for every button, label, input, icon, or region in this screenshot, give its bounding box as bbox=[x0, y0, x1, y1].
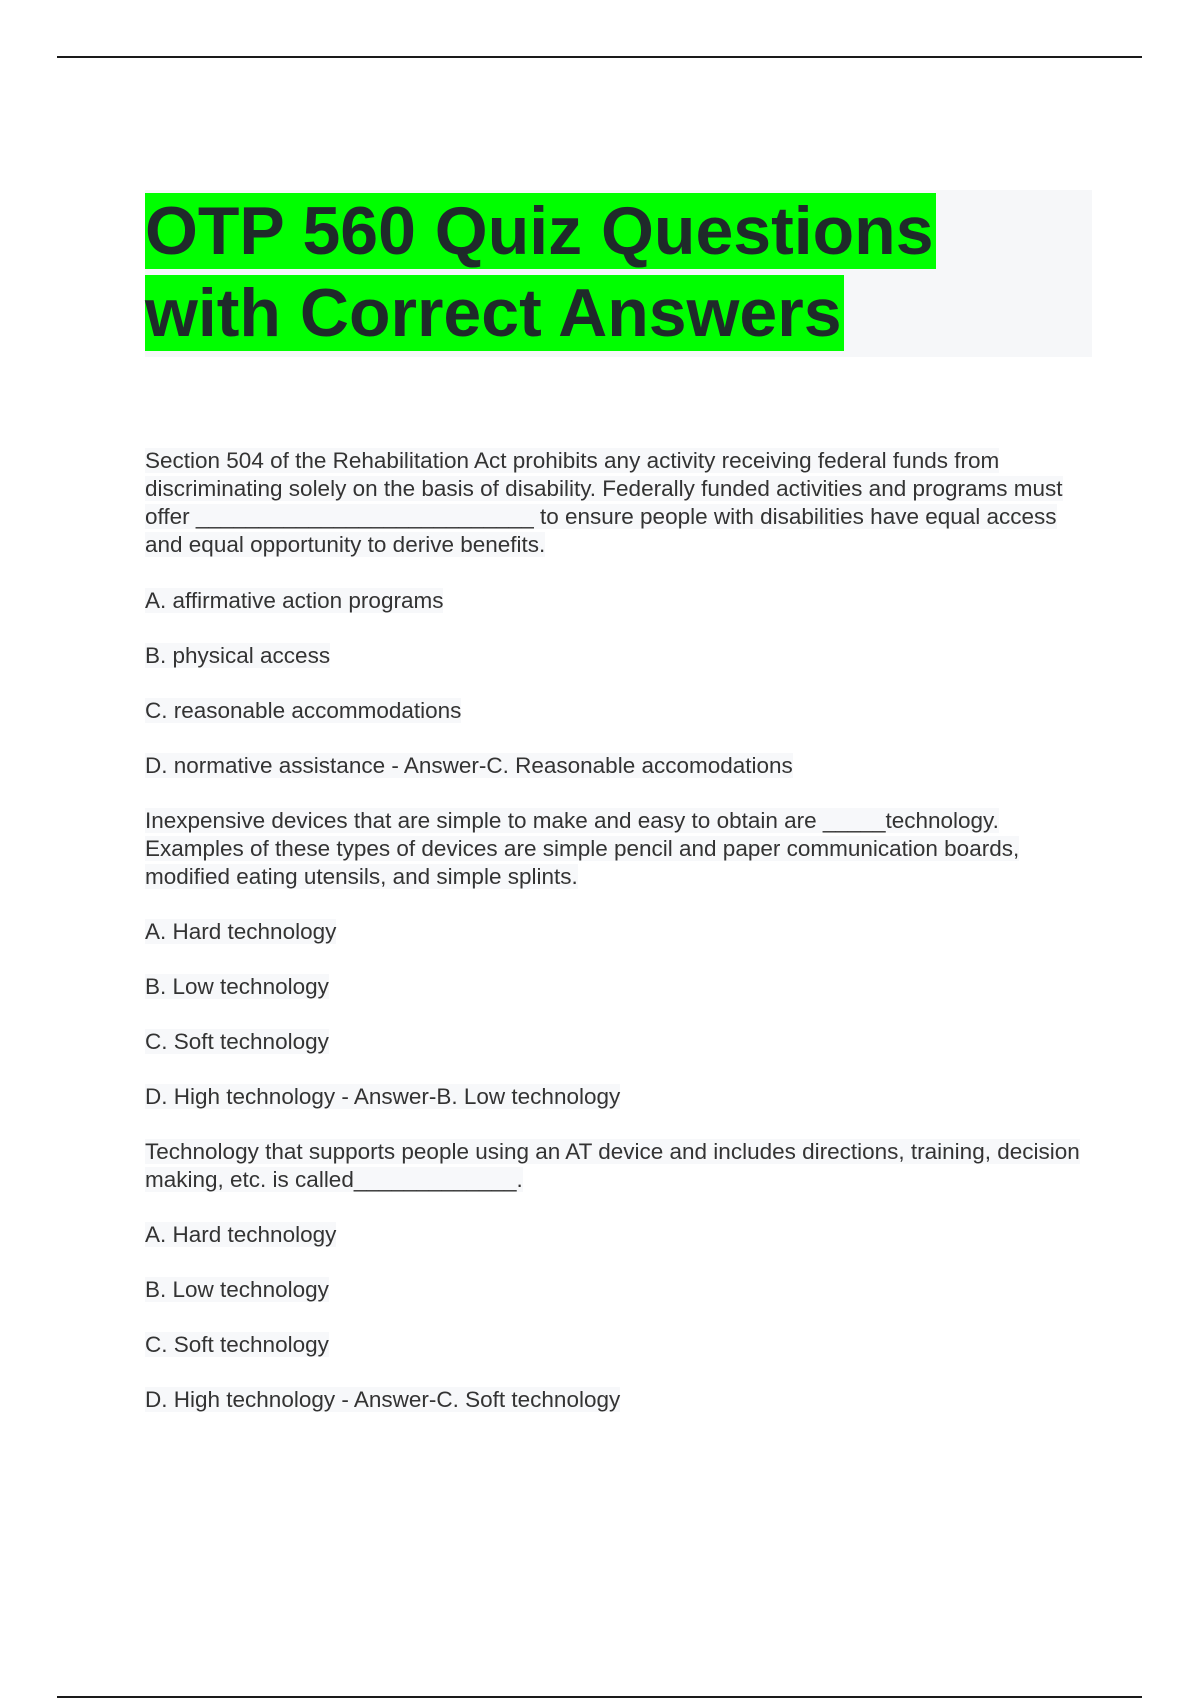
option-3b bbox=[145, 1276, 1090, 1304]
option-text: C. Soft technology bbox=[145, 1332, 329, 1357]
document-title bbox=[145, 190, 1092, 354]
option-text: D. normative assistance - Answer-C. Reasonable accomodations bbox=[145, 753, 793, 778]
option-text: D. High technology - Answer-B. Low technology bbox=[145, 1084, 621, 1109]
top-rule bbox=[57, 56, 1142, 58]
bottom-rule bbox=[57, 1696, 1142, 1698]
option-3d bbox=[145, 1386, 1090, 1414]
quiz-content bbox=[145, 447, 1090, 1441]
option-2b bbox=[145, 973, 1090, 1001]
question-stem: Section 504 of the Rehabilitation Act prohibits any activity receiving federal funds from discriminating solely on the basis of disability. Federally funded activities and programs must offer ___________________________ to ensure people with disabilities have equal access and equal opportunity to derive benefits. bbox=[145, 448, 1063, 557]
option-text: A. affirmative action programs bbox=[145, 588, 444, 613]
title-block bbox=[145, 190, 1092, 357]
option-3a bbox=[145, 1221, 1090, 1249]
option-2a bbox=[145, 918, 1090, 946]
option-1b bbox=[145, 642, 1090, 670]
title-line-2: with Correct Answers bbox=[145, 275, 842, 351]
question-stem: Technology that supports people using an AT device and includes directions, training, decision making, etc. is called_____________. bbox=[145, 1139, 1080, 1192]
question-2 bbox=[145, 807, 1090, 891]
option-2d bbox=[145, 1083, 1090, 1111]
option-text: A. Hard technology bbox=[145, 1222, 337, 1247]
option-1a bbox=[145, 587, 1090, 615]
option-2c bbox=[145, 1028, 1090, 1056]
option-text: C. Soft technology bbox=[145, 1029, 329, 1054]
option-3c bbox=[145, 1331, 1090, 1359]
option-text: A. Hard technology bbox=[145, 919, 337, 944]
option-text: B. Low technology bbox=[145, 974, 329, 999]
question-stem: Inexpensive devices that are simple to make and easy to obtain are _____technology. Examples of these types of devices are simple pencil and paper communication boards, modified eating utensils, and simple splints. bbox=[145, 808, 1020, 889]
option-1d bbox=[145, 752, 1090, 780]
title-highlight bbox=[145, 193, 936, 351]
option-text: B. Low technology bbox=[145, 1277, 329, 1302]
question-1 bbox=[145, 447, 1090, 559]
option-1c bbox=[145, 697, 1090, 725]
title-line-1: OTP 560 Quiz Questions bbox=[145, 193, 934, 269]
option-text: C. reasonable accommodations bbox=[145, 698, 462, 723]
option-text: B. physical access bbox=[145, 643, 331, 668]
option-text: D. High technology - Answer-C. Soft technology bbox=[145, 1387, 621, 1412]
question-3 bbox=[145, 1138, 1090, 1194]
